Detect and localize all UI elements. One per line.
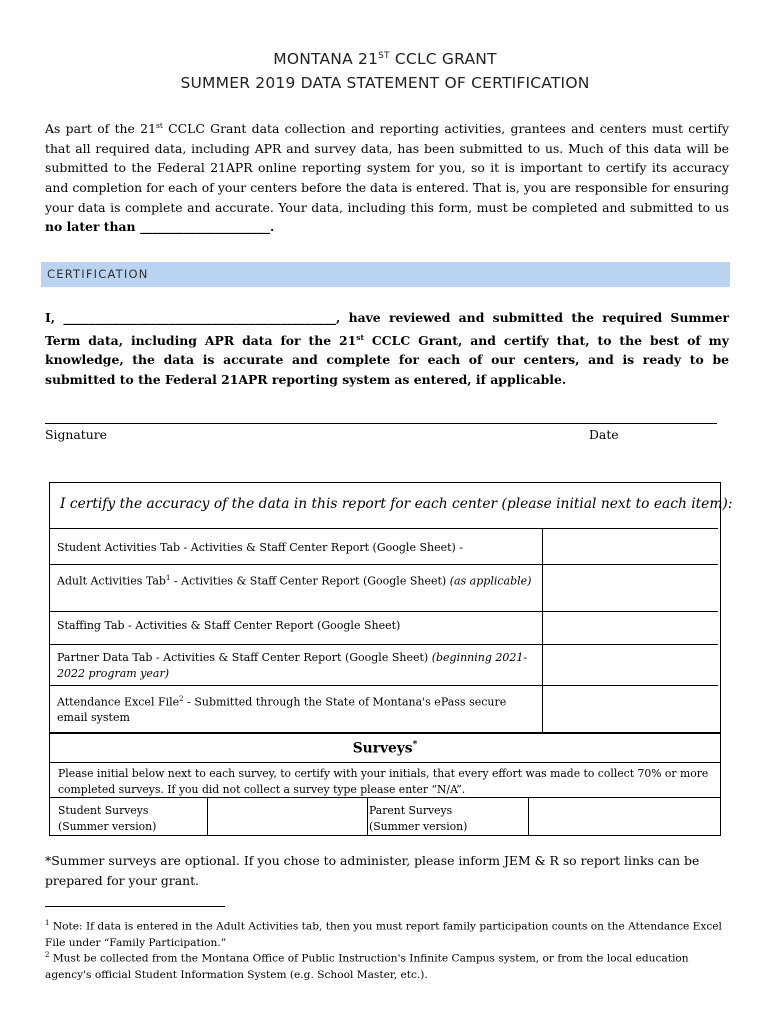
checklist-row-partner-data — [50, 644, 718, 686]
surveys-note: *Summer surveys are optional. If you chose to administer, please inform JEM & R so report links can be prepared for your grant. — [45, 853, 700, 888]
initial-cell-divider — [542, 645, 543, 686]
checklist-row-student-activities — [50, 528, 718, 565]
statement-superscript: st — [356, 332, 364, 342]
item-text-rest: - Submitted through the State of Montana's ePass secure email system — [57, 695, 507, 725]
deadline-text: no later than _____________________. — [45, 219, 275, 235]
student-surveys-text: Student Surveys — [58, 804, 149, 817]
title-text-end: CCLC GRANT — [389, 50, 497, 68]
surveys-title — [50, 740, 720, 757]
parent-surveys-initial-cell[interactable] — [528, 798, 719, 836]
signature-label: Signature — [45, 427, 107, 442]
title-superscript: ST — [378, 50, 390, 61]
certification-header-bar — [41, 262, 730, 287]
checklist-item-label — [57, 650, 537, 681]
checklist-row-adult-activities — [50, 564, 718, 612]
checklist-item-label — [57, 618, 537, 634]
footnote-text: Note: If data is entered in the Adult Activities tab, then you must report family participation counts on the Attendance Excel File under “Family Participation.” — [45, 920, 722, 949]
accuracy-heading: I certify the accuracy of the data in this report for each center (please initial next to each item): — [60, 496, 733, 512]
intro-superscript: st — [155, 121, 163, 130]
initial-cell-divider — [542, 612, 543, 645]
item-italic: (as applicable) — [449, 574, 532, 588]
initial-cell-divider — [542, 565, 543, 612]
student-surveys-label — [58, 803, 156, 834]
initial-cell-divider — [542, 529, 543, 565]
item-text-rest: - Activities & Staff Center Report (Google Sheet) — [170, 574, 450, 588]
initial-cell-divider — [542, 686, 543, 732]
item-text: Student Activities Tab - Activities & Staff Center Report (Google Sheet) - — [57, 541, 464, 554]
item-superscript: 1 — [165, 574, 171, 582]
checklist-item-label — [57, 692, 537, 726]
student-surveys-initial-cell[interactable] — [207, 798, 368, 836]
date-label: Date — [589, 427, 619, 442]
intro-paragraph — [45, 116, 729, 237]
footnote-text: Must be collected from the Montana Office of Public Instruction's Infinite Campus system, or from the local education agency's official Student Information System (e.g. School Master, etc.). — [45, 952, 689, 981]
intro-text-2: CCLC Grant data collection and reporting activities, grantees and centers must certify that all required data, including APR and survey data, has been submitted to us. Much of this data will be submitted to the Federal 21APR online reporting system for you, so it is important to certify its accuracy and completion for each of your centers before the data is entered. That is, you are responsible for ensuring your data is complete and accurate. Your data, including this form, must be completed and submitted to us — [45, 121, 729, 215]
statement-text-1: I, ____________________________________________, have reviewed and submitted the required Summer Term data, including APR data for the 21 — [45, 310, 729, 348]
surveys-instructions: Please initial below next to each survey, to certify with your initials, that every effort was made to collect 70% or more completed surveys. If you did not collect a survey type please enter “N/A”. — [58, 767, 709, 796]
statement-text-2: CCLC Grant, and certify that, to the best of my knowledge, the data is accurate and complete for each of our centers, and is ready to be submitted to the Federal 21APR reporting system as entered, if applicable. — [45, 332, 729, 387]
title-text: MONTANA 21 — [273, 50, 379, 68]
intro-text-1: As part of the 21 — [45, 121, 156, 137]
checklist-row-attendance — [50, 685, 718, 732]
certification-statement — [45, 308, 729, 390]
footnote-2 — [45, 947, 729, 983]
footnote-number: 2 — [45, 951, 50, 959]
footnote-1 — [45, 915, 729, 951]
item-text: Staffing Tab - Activities & Staff Center Report (Google Sheet) — [57, 619, 401, 632]
item-superscript: 2 — [179, 695, 184, 703]
parent-surveys-text: Parent Surveys — [369, 804, 453, 817]
checklist-item-label — [57, 571, 537, 589]
surveys-grid — [50, 797, 720, 836]
document-subtitle: SUMMER 2019 DATA STATEMENT OF CERTIFICATION — [180, 74, 590, 92]
footnote-divider — [45, 906, 225, 907]
surveys-title-asterisk: * — [412, 740, 418, 750]
checklist-item-label — [57, 540, 537, 556]
checklist-row-staffing — [50, 611, 718, 645]
document-title — [0, 50, 770, 68]
item-text: Attendance Excel File — [57, 695, 180, 709]
surveys-title-text: Surveys — [352, 740, 413, 757]
certification-header: CERTIFICATION — [47, 267, 149, 281]
footnote-number: 1 — [45, 919, 50, 927]
item-italic: (beginning 2021-2022 program year) — [57, 651, 528, 680]
student-surveys-version: (Summer version) — [58, 819, 157, 833]
parent-surveys-label — [369, 803, 467, 834]
divider — [50, 762, 720, 763]
item-text: Partner Data Tab - Activities & Staff Center Report (Google Sheet) — [57, 651, 432, 664]
surveys-section — [49, 732, 721, 836]
signature-line[interactable] — [45, 423, 717, 424]
parent-surveys-version: (Summer version) — [369, 819, 468, 833]
item-text: Adult Activities Tab — [57, 574, 166, 588]
